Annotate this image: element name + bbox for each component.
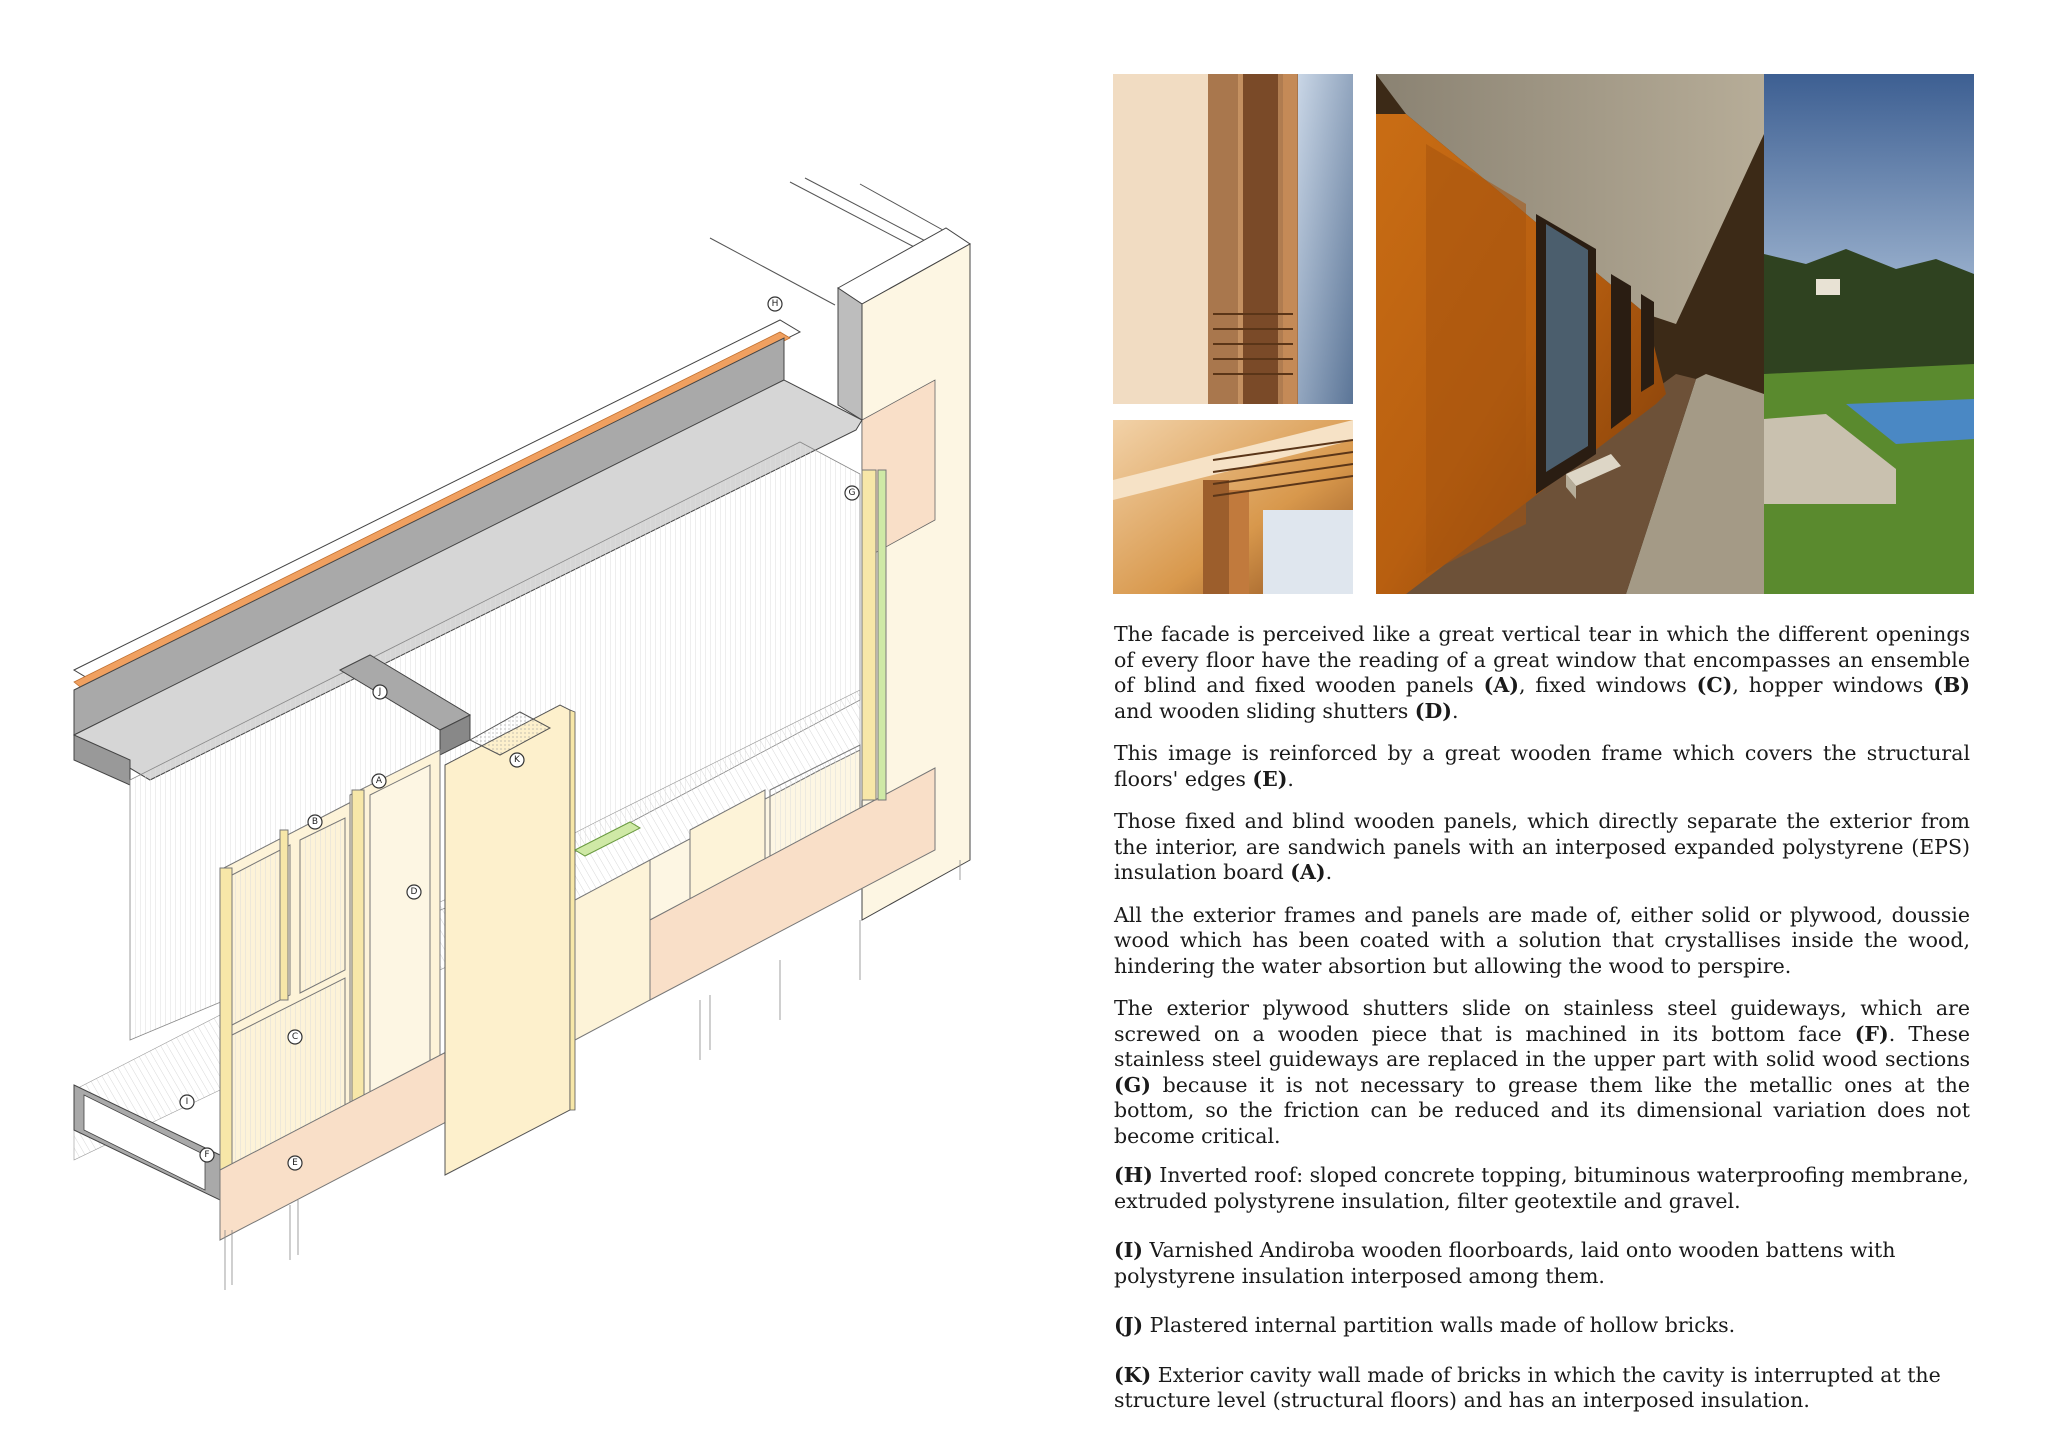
paragraph-shutters [1114, 996, 1970, 1149]
text-run: . [1287, 766, 1294, 791]
tag-e: (E) [1252, 766, 1288, 791]
vertical-frame-g [862, 470, 886, 800]
svg-text:I: I [185, 1097, 189, 1107]
svg-text:A: A [375, 776, 383, 786]
text-run: . [1325, 860, 1333, 884]
paragraph-wood: All the exterior frames and panels are made of, either solid or plywood, doussie wood which has been coated with a solution that crystallises inside the wood, hindering the water absortion but allowing the wood to perspire. [1114, 902, 1970, 978]
tag-a: (A) [1483, 673, 1519, 697]
svg-text:D: D [410, 887, 418, 897]
tag-j: (J) [1114, 1313, 1144, 1337]
svg-text:C: C [291, 1032, 299, 1042]
callout-k [510, 753, 524, 767]
text-run: because it is not necessary to grease them like the metallic ones at the bottom, so the friction can be reduced and its dimensional variation does not become critical. [1114, 1072, 1970, 1148]
legend-text: Exterior cavity wall made of bricks in which the cavity is interrupted at the structure level (structural floors) and has an interposed insulation. [1114, 1362, 1941, 1412]
photo-window-frame-vertical [1113, 74, 1353, 404]
svg-text:J: J [378, 687, 382, 697]
text-run: . [1451, 698, 1459, 723]
text-run: This image is reinforced by a great wooden frame which covers the structural floors' edges [1114, 741, 1970, 791]
callout-h [768, 297, 782, 311]
legend-i [1114, 1238, 1970, 1289]
callout-b [308, 815, 322, 829]
description-text [1114, 622, 1970, 1438]
cavity-wall-k [445, 705, 575, 1175]
callout-d [407, 885, 421, 899]
tag-a: (A) [1290, 860, 1326, 884]
text-run: The facade is perceived like a great vertical tear in which the different openings of every floor have the reading of a great window that encompasses an ensemble of blind and fixed wooden panels [1114, 622, 1970, 697]
legend-text: Plastered internal partition walls made of hollow bricks. [1143, 1313, 1736, 1337]
text-run: , fixed windows [1518, 673, 1697, 697]
svg-text:F: F [204, 1150, 210, 1160]
legend-text: Inverted roof: sloped concrete topping, bituminous waterproofing membrane, extruded polystyrene insulation, filter geotextile and gravel. [1114, 1163, 1969, 1213]
tag-i: (I) [1114, 1238, 1143, 1262]
text-run: . These stainless steel guideways are replaced in the upper part with solid wood sections [1114, 1021, 1970, 1071]
callout-i [180, 1095, 194, 1109]
tag-c: (C) [1696, 673, 1733, 697]
legend-k [1114, 1363, 1970, 1414]
legend-j [1114, 1313, 1970, 1339]
callout-c [288, 1030, 302, 1044]
callout-a [372, 774, 386, 788]
tag-k: (K) [1114, 1362, 1152, 1387]
svg-text:G: G [848, 488, 856, 498]
text-run: , hopper windows [1732, 673, 1934, 697]
svg-text:E: E [292, 1158, 298, 1168]
tag-b: (B) [1933, 673, 1970, 697]
callout-j [373, 685, 387, 699]
paragraph-panels [1114, 809, 1970, 886]
photo-window-frame-horizontal [1113, 420, 1353, 594]
paragraph-frame [1114, 741, 1970, 792]
legend-h [1114, 1163, 1970, 1214]
tag-f: (F) [1854, 1021, 1889, 1046]
svg-text:H: H [771, 299, 779, 309]
svg-text:K: K [514, 755, 520, 765]
callout-f [200, 1148, 214, 1162]
callout-e [288, 1156, 302, 1170]
legend-text: Varnished Andiroba wooden floorboards, laid onto wooden battens with polystyrene insulation interposed among them. [1114, 1238, 1896, 1288]
photo-terrace-facade [1376, 74, 1974, 594]
text-run: Those fixed and blind wooden panels, which directly separate the exterior from the interior, are sandwich panels with an interposed expanded polystyrene (EPS) insulation board [1114, 809, 1970, 884]
tag-g: (G) [1114, 1072, 1151, 1097]
svg-text:B: B [311, 817, 319, 827]
text-run: The exterior plywood shutters slide on stainless steel guideways, which are screwed on a wooden piece that is machined in its bottom face [1114, 996, 1970, 1046]
callout-g [845, 486, 859, 500]
text-run: and wooden sliding shutters [1114, 698, 1415, 723]
paragraph-facade [1114, 622, 1970, 724]
tag-d: (D) [1414, 698, 1452, 723]
tag-h: (H) [1114, 1163, 1153, 1187]
